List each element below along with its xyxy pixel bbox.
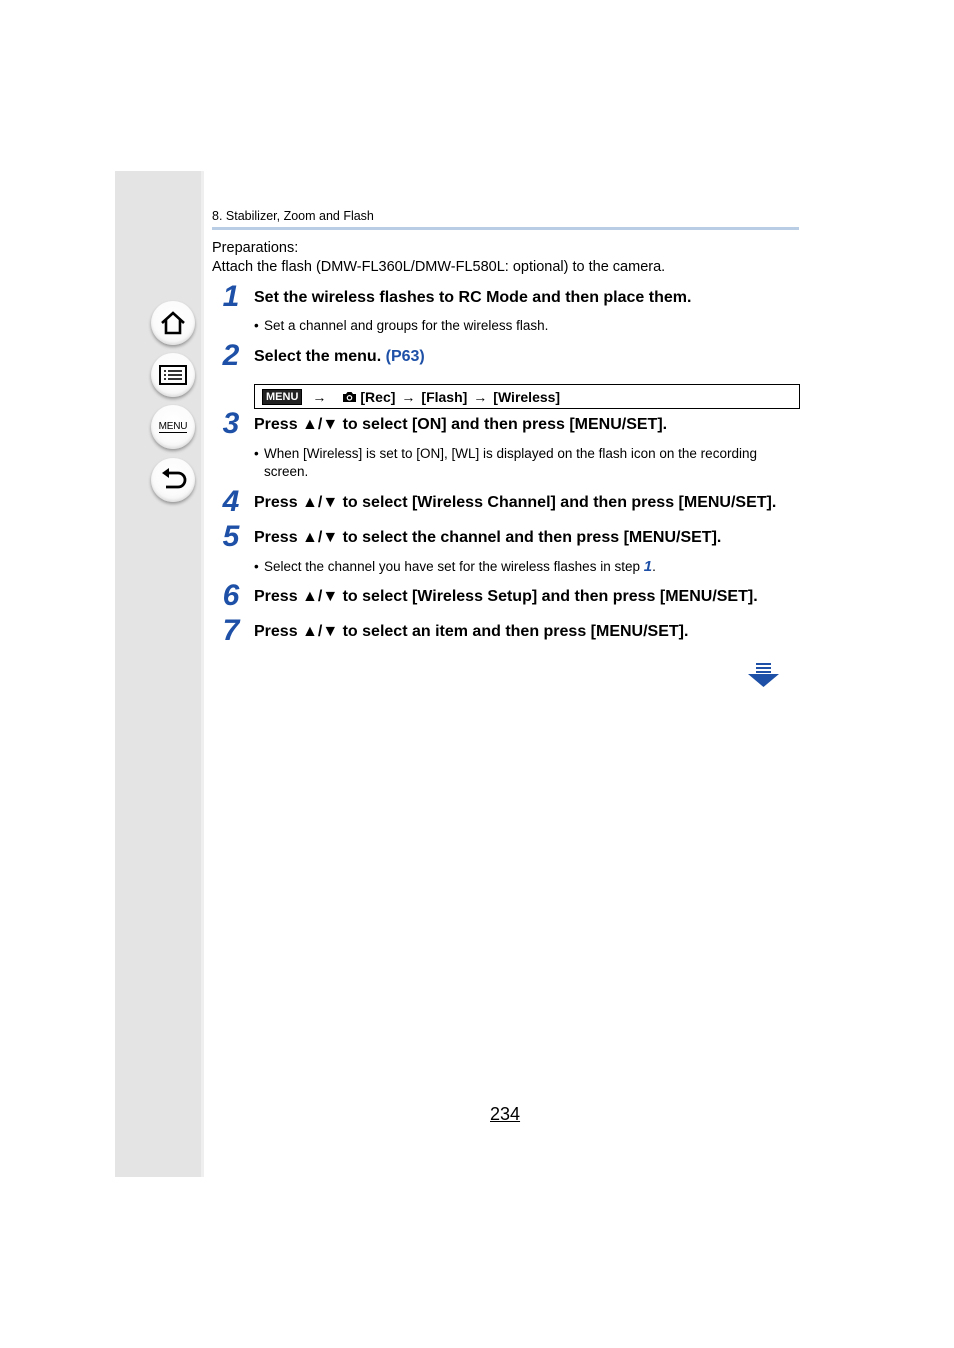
arrow: → <box>312 388 327 405</box>
menu-wireless: [Wireless] <box>493 388 561 405</box>
preparations-text: Attach the flash (DMW-FL360L/DMW-FL580L: optional) to the camera. <box>212 259 666 275</box>
step-number: 6 <box>222 579 240 612</box>
step-number: 3 <box>222 407 240 440</box>
step-5-note <box>254 558 794 576</box>
next-page-button[interactable] <box>747 663 780 693</box>
next-page-arrow-icon <box>747 663 780 688</box>
preparations-title: Preparations: <box>212 240 299 256</box>
page-link-p63[interactable]: (P63) <box>385 348 425 365</box>
step-number: 2 <box>222 339 240 372</box>
menu-rec: [Rec] <box>360 388 396 405</box>
menu-path-box <box>254 384 800 409</box>
step-1-text: Set the wireless flashes to RC Mode and then place them. <box>254 289 692 306</box>
note-text: When [Wireless] is set to [ON], [WL] is displayed on the flash icon on the recording <box>264 446 757 461</box>
arrow: → <box>473 388 488 405</box>
step-number: 4 <box>222 485 240 518</box>
step-2-label: Select the menu. <box>254 348 382 365</box>
step-3-text: Press ▲/▼ to select [ON] and then press [MENU/SET]. <box>254 416 668 433</box>
note-text: Set a channel and groups for the wireless flash. <box>264 318 549 333</box>
note-text-cont: screen. <box>264 464 309 479</box>
step-ref[interactable]: 1 <box>643 558 653 575</box>
note-end: . <box>652 559 656 574</box>
breadcrumb: 8. Stabilizer, Zoom and Flash <box>212 209 374 223</box>
home-button[interactable] <box>151 301 195 345</box>
header-rule <box>212 227 799 230</box>
back-button[interactable] <box>151 458 195 502</box>
bullet: • <box>254 318 259 333</box>
step-number: 1 <box>222 280 240 313</box>
step-3-note <box>254 445 794 481</box>
step-1-note <box>254 317 794 335</box>
camera-icon <box>342 391 357 403</box>
menu-chip: MENU <box>262 389 302 405</box>
home-icon <box>159 309 187 337</box>
step-5-text: Press ▲/▼ to select the channel and then press [MENU/SET]. <box>254 529 722 546</box>
back-arrow-icon <box>158 466 188 494</box>
page-number: 234 <box>490 1104 521 1124</box>
step-6-text: Press ▲/▼ to select [Wireless Setup] and then press [MENU/SET]. <box>254 588 758 605</box>
bullet: • <box>254 559 259 574</box>
menu-label: MENU <box>158 421 188 432</box>
step-number: 7 <box>222 614 240 647</box>
contents-button[interactable] <box>151 353 195 397</box>
arrow: → <box>401 388 416 405</box>
menu-button[interactable] <box>151 405 195 449</box>
step-number: 5 <box>222 520 240 553</box>
note-text: Select the channel you have set for the wireless flashes in step <box>264 559 640 574</box>
step-4-text: Press ▲/▼ to select [Wireless Channel] and then press [MENU/SET]. <box>254 494 777 511</box>
bullet: • <box>254 446 259 461</box>
step-2-text <box>254 348 425 366</box>
sidebar-edge <box>201 171 204 1177</box>
list-icon <box>158 363 188 387</box>
step-7-text: Press ▲/▼ to select an item and then press [MENU/SET]. <box>254 623 689 640</box>
menu-flash: [Flash] <box>421 388 468 405</box>
